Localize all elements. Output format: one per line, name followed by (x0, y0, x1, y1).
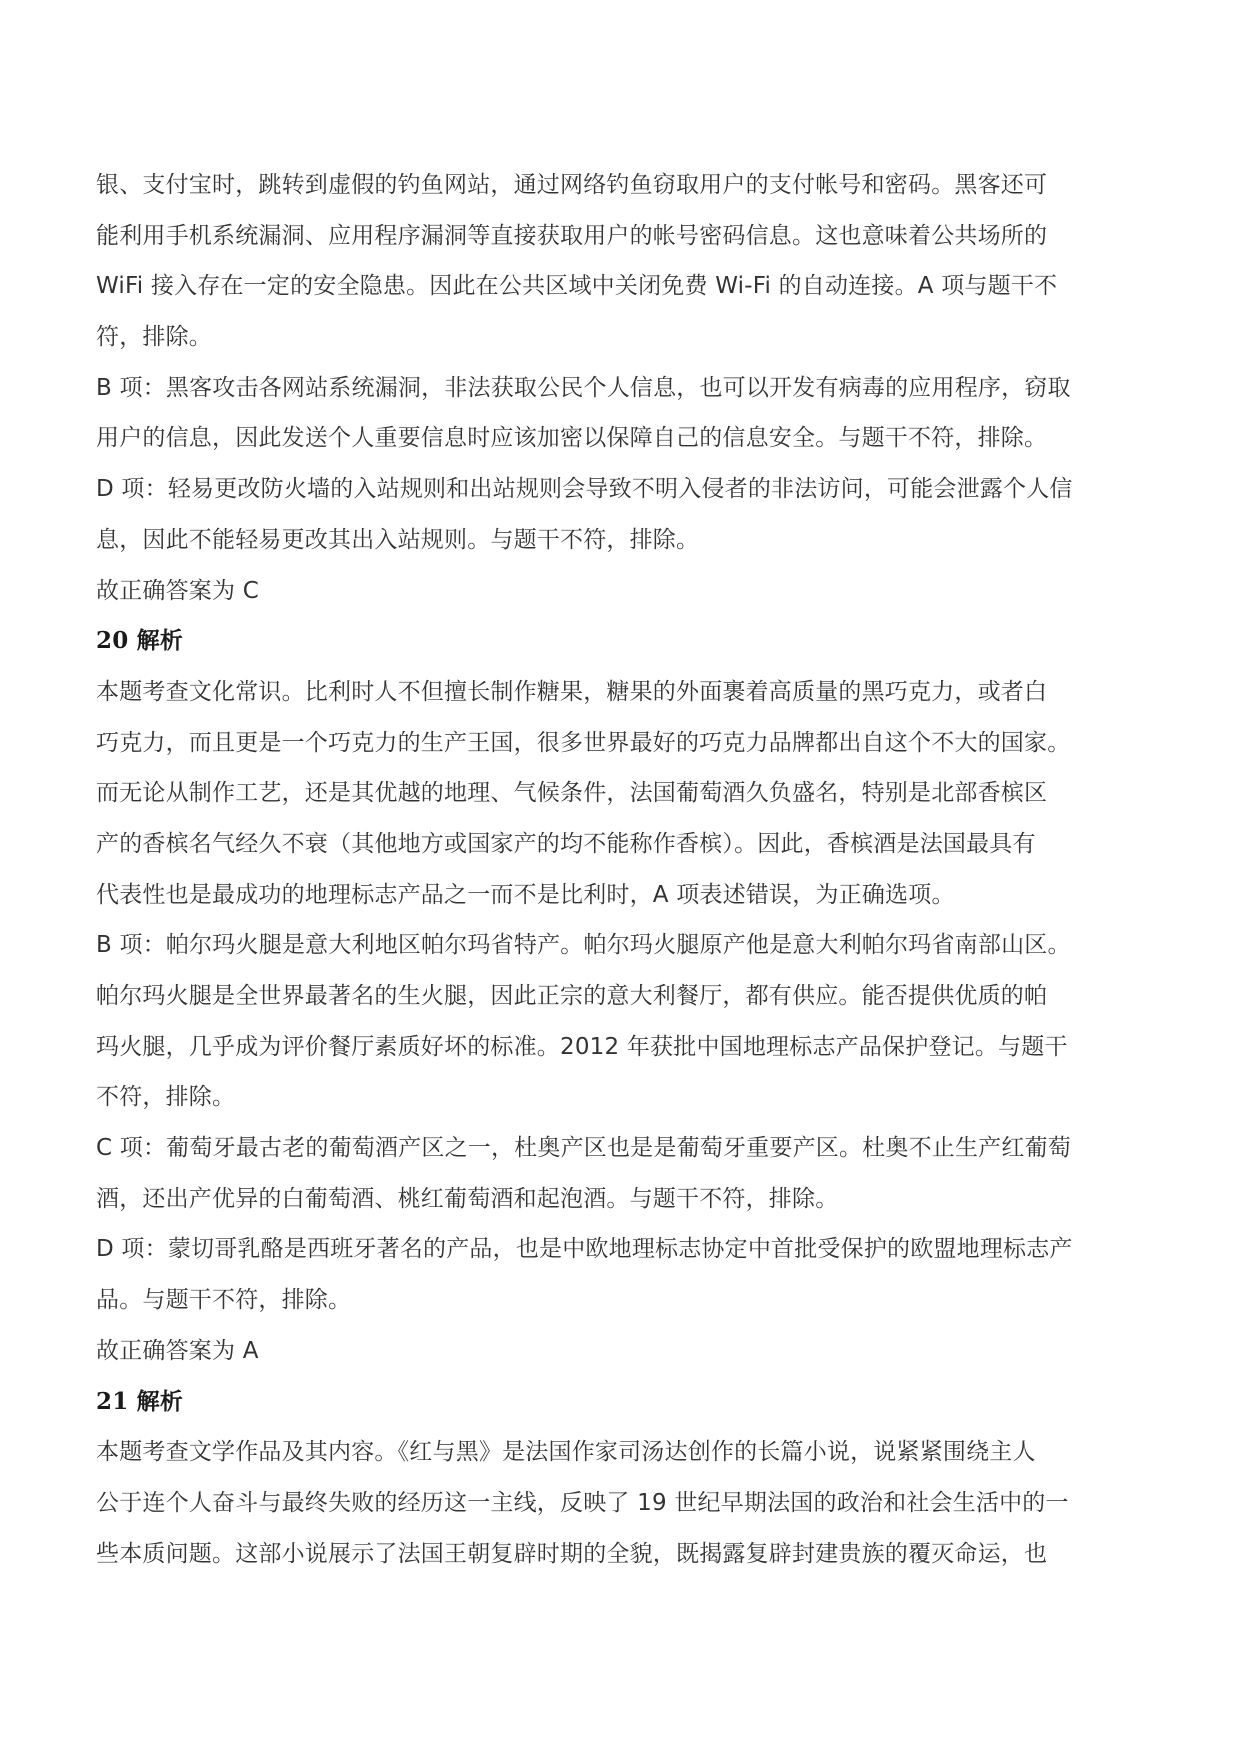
heading-text: 21 解析 (96, 1387, 184, 1415)
text-line: 银、支付宝时，跳转到虚假的钓鱼网站，通过网络钓鱼窃取用户的支付帐号和密码。黑客还可 (96, 172, 1048, 198)
paragraph (96, 160, 1156, 363)
text-line: 酒，还出产优异的白葡萄酒、桃红葡萄酒和起泡酒。与题干不符，排除。 (96, 1185, 839, 1212)
text-line: D 项：蒙切哥乳酪是西班牙著名的产品，也是中欧地理标志协定中首批受保护的欧盟地理标志产 (96, 1236, 1073, 1263)
paragraph (96, 667, 1156, 920)
text-line: 本题考查文化常识。比利时人不但擅长制作糖果，糖果的外面裹着高质量的黑巧克力，或者白 (96, 678, 1048, 705)
paragraph (96, 1427, 1156, 1579)
document-page (96, 160, 1156, 1579)
text-line: D 项：轻易更改防火墙的入站规则和出站规则会导致不明入侵者的非法访问，可能会泄露个人信 (96, 476, 1073, 503)
text-line: 品。与题干不符，排除。 (96, 1287, 352, 1314)
section-heading (96, 616, 1156, 667)
text-line: C 项：葡萄牙最古老的葡萄酒产区之一，杜奥产区也是是葡萄牙重要产区。杜奥不止生产红葡萄 (96, 1135, 1071, 1162)
text-line: 息，因此不能轻易更改其出入站规则。与题干不符，排除。 (96, 526, 700, 553)
text-line: 故正确答案为 C (96, 577, 259, 604)
text-line: 些本质问题。这部小说展示了法国王朝复辟时期的全貌，既揭露复辟封建贵族的覆灭命运，也 (96, 1540, 1048, 1567)
text-line: 不符，排除。 (96, 1084, 236, 1111)
text-line: 巧克力，而且更是一个巧克力的生产王国，很多世界最好的巧克力品牌都出自这个不大的国家。 (96, 729, 1071, 756)
paragraph (96, 1224, 1156, 1325)
text-line: 帕尔玛火腿是全世界最著名的生火腿，因此正宗的意大利餐厅，都有供应。能否提供优质的帕 (96, 983, 1048, 1009)
text-line: WiFi 接入存在一定的安全隐患。因此在公共区域中关闭免费 Wi-Fi 的自动连接。A 项与题干不 (96, 273, 1058, 300)
text-line: 能利用手机系统漏洞、应用程序漏洞等直接获取用户的帐号密码信息。这也意味着公共场所的 (96, 222, 1048, 249)
text-line: 公于连个人奋斗与最终失败的经历这一主线，反映了 19 世纪早期法国的政治和社会生活中的一 (96, 1489, 1069, 1516)
text-line: 符，排除。 (96, 324, 212, 351)
text-line: 本题考查文学作品及其内容。《红与黑》是法国作家司汤达创作的长篇小说，说紧紧围绕主人 (96, 1439, 1036, 1466)
text-line: B 项：帕尔玛火腿是意大利地区帕尔玛省特产。帕尔玛火腿原产他是意大利帕尔玛省南部山区。 (96, 932, 1071, 959)
paragraph (96, 1123, 1156, 1224)
paragraph (96, 464, 1156, 565)
text-line: 产的香槟名气经久不衰（其他地方或国家产的均不能称作香槟）。因此，香槟酒是法国最具有 (96, 830, 1036, 857)
text-line: 用户的信息，因此发送个人重要信息时应该加密以保障自己的信息安全。与题干不符，排除。 (96, 425, 1048, 452)
paragraph (96, 363, 1156, 464)
section-heading (96, 1377, 1156, 1428)
paragraph (96, 566, 1156, 617)
text-line: 而无论从制作工艺，还是其优越的地理、气候条件，法国葡萄酒久负盛名，特别是北部香槟区 (96, 780, 1048, 807)
paragraph (96, 920, 1156, 1123)
text-line: 故正确答案为 A (96, 1337, 259, 1364)
heading-text: 20 解析 (96, 627, 184, 655)
text-line: 玛火腿，几乎成为评价餐厅素质好坏的标准。2012 年获批中国地理标志产品保护登记。与题干 (96, 1033, 1068, 1060)
paragraph (96, 1326, 1156, 1377)
text-line: 代表性也是最成功的地理标志产品之一而不是比利时，A 项表述错误，为正确选项。 (96, 881, 955, 908)
text-line: B 项：黑客攻击各网站系统漏洞，非法获取公民个人信息，也可以开发有病毒的应用程序，窃取 (96, 374, 1071, 401)
